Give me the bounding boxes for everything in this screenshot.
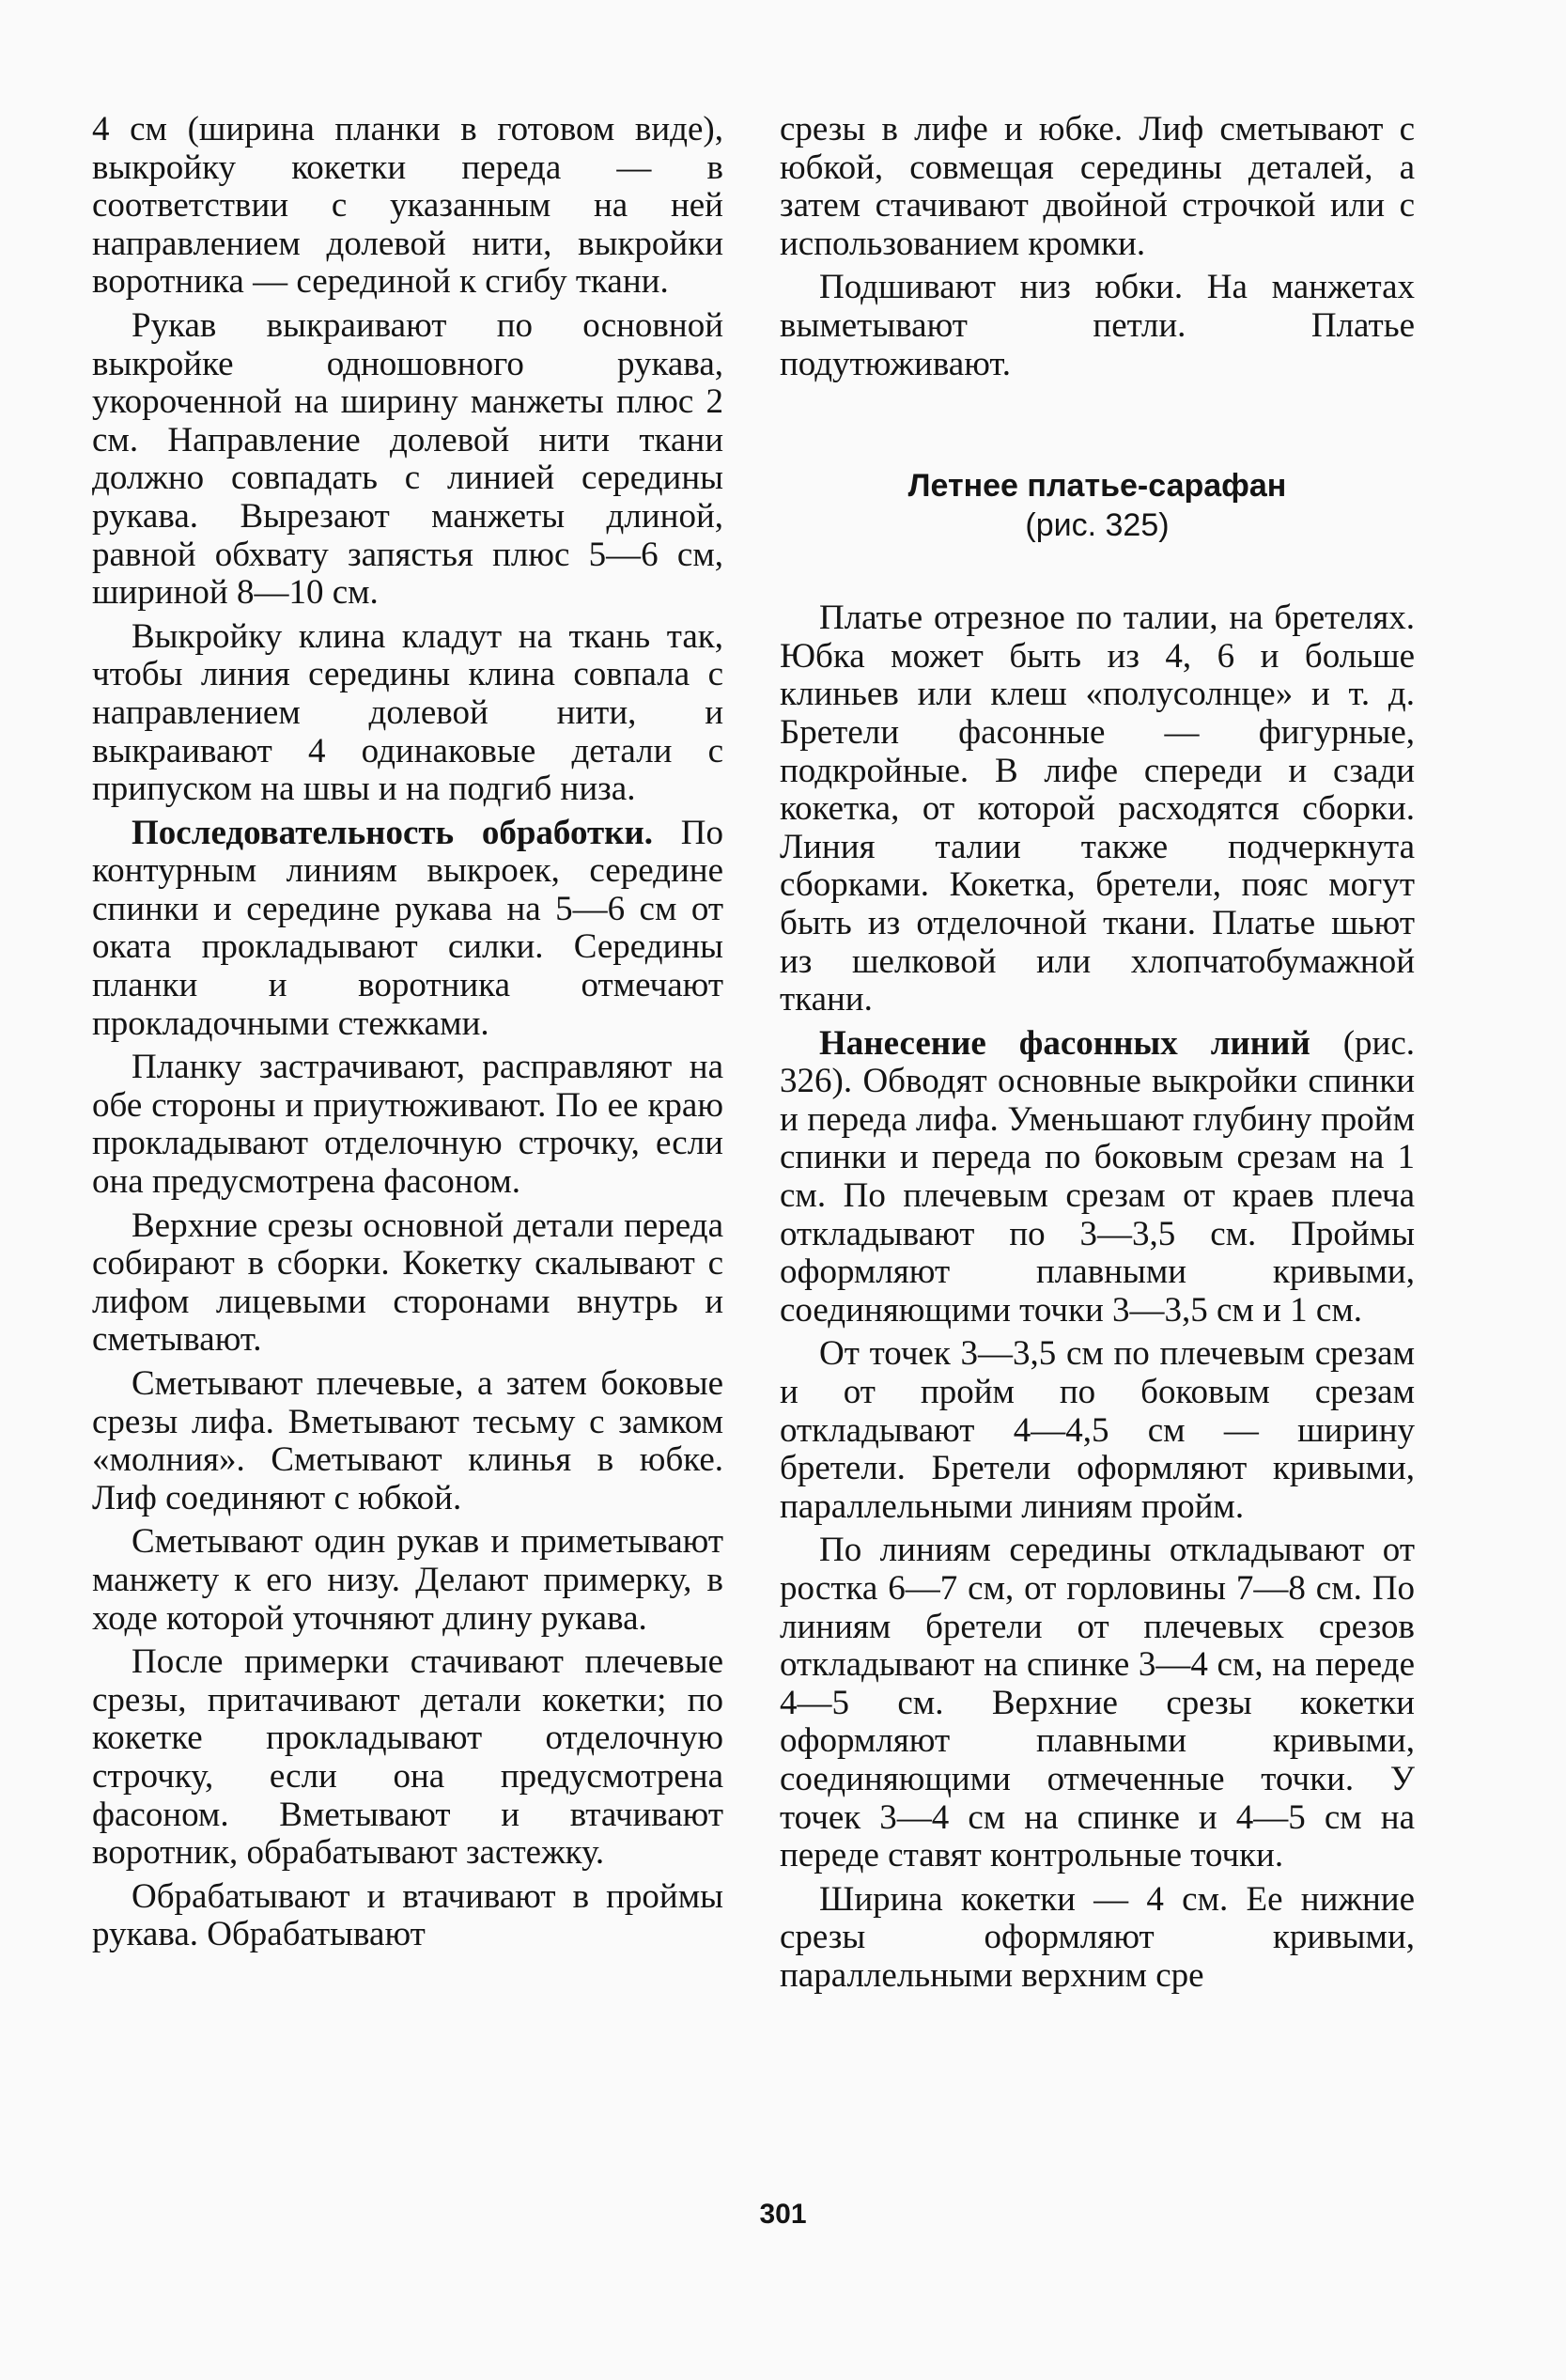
- paragraph: Сметывают плечевые, а затем боковые срезы лифа. Вметывают тесьму с замком «молния». Сметывают клинья в юбке. Лиф соединяют с юбкой.: [92, 1364, 723, 1517]
- paragraph: Верхние срезы основной детали переда собирают в сборки. Кокетку скалывают с лифом лицевыми сторонами внутрь и сметывают.: [92, 1206, 723, 1360]
- paragraph: Рукав выкраивают по основной выкройке одношовного рукава, укороченной на ширину манжеты плюс 2 см. Направление долевой нити ткани должно совпадать с линией середины рукава. Вырезают манжеты длиной, равной обхвату запястья плюс 5—6 см, шириной 8—10 см.: [92, 305, 723, 613]
- paragraph: 4 см (ширина планки в готовом виде), выкройку кокетки переда — в соответствии с указанным на ней направлением долевой нити, выкройки воротника — серединой к сгибу ткани.: [92, 110, 723, 302]
- paragraph: Платье отрезное по талии, на бретелях. Юбка может быть из 4, 6 и больше клиньев или клеш «полусолнце» и т. д. Бретели фасонные — фигурные, подкройные. В лифе спереди и сзади кокетка, от которой расходятся сборки. Линия талии также подчеркнута сборками. Кокетка, бретели, пояс могут быть из отделочной ткани. Платье шьют из шелковой или хлопчатобумажной ткани.: [780, 599, 1415, 1019]
- paragraph: Обрабатывают и втачивают в проймы рукава. Обрабатывают: [92, 1876, 723, 1954]
- paragraph: От точек 3—3,5 см по плечевым срезам и от пройм по боковым срезам откладывают 4—4,5 см — ширину бретели. Бретели оформляют кривыми, параллельными линиям пройм.: [780, 1334, 1415, 1526]
- paragraph-text: По контурным линиям выкроек, середине спинки и середине рукава на 5—6 см от оката прокладывают силки. Середины планки и воротника отмечают прокладочными стежками.: [92, 813, 724, 1043]
- left-column: [92, 111, 723, 1954]
- paragraph: Ширина кокетки — 4 см. Ее нижние срезы оформляют кривыми, параллельными верхним сре: [780, 1879, 1415, 1995]
- section-heading: [780, 466, 1415, 545]
- paragraph: [780, 1025, 1415, 1330]
- run-in-heading: Последовательность обработки.: [132, 813, 654, 852]
- paragraph: Подшивают низ юбки. На манжетах выметывают петли. Платье подутюживают.: [780, 268, 1415, 383]
- paragraph: срезы в лифе и юбке. Лиф сметывают с юбкой, совмещая середины деталей, а затем стачивают двойной строчкой или с использованием кромки.: [780, 110, 1415, 263]
- paragraph: Сметывают один рукав и приметывают манжету к его низу. Делают примерку, в ходе которой уточняют длину рукава.: [92, 1522, 723, 1638]
- paragraph: Планку застрачивают, расправляют на обе стороны и приутюживают. По ее краю прокладывают отделочную строчку, если она предусмотрена фасоном.: [92, 1048, 723, 1202]
- paragraph: По линиям середины откладывают от ростка 6—7 см, от горловины 7—8 см. По линиям бретели от плечевых срезов откладывают на спинке 3—4 см, на переде 4—5 см. Верхние срезы кокетки оформляют плавными кривыми, соединяющими отмеченные точки. У точек 3—4 см на спинке и 4—5 см на переде ставят контрольные точки.: [780, 1531, 1415, 1875]
- right-column: [780, 111, 1415, 1996]
- paragraph: Выкройку клина кладут на ткань так, чтобы линия середины клина совпала с направлением долевой нити, и выкраивают 4 одинаковые детали с припуском на швы и на подгиб низа.: [92, 616, 723, 809]
- paragraph-text: (рис. 326). Обводят основные выкройки спинки и переда лифа. Уменьшают глубину пройм спинки и переда по боковым срезам на 1 см. По плечевым срезам от краев плеча откладывают по 3—3,5 см. Проймы оформляют плавными кривыми, соединяющими точки 3—3,5 см и 1 см.: [780, 1023, 1415, 1330]
- run-in-heading: Нанесение фасонных линий: [819, 1023, 1310, 1063]
- section-figure-ref: (рис. 325): [1025, 507, 1170, 544]
- paragraph: [92, 815, 723, 1044]
- section-title: Летнее платье-сарафан: [907, 468, 1287, 505]
- paragraph: После примерки стачивают плечевые срезы, притачивают детали кокетки; по кокетке прокладывают отделочную строчку, если она предусмотрена фасоном. Вметывают и втачивают воротник, обрабатывают застежку.: [92, 1642, 723, 1873]
- page-number: 301: [759, 2199, 807, 2230]
